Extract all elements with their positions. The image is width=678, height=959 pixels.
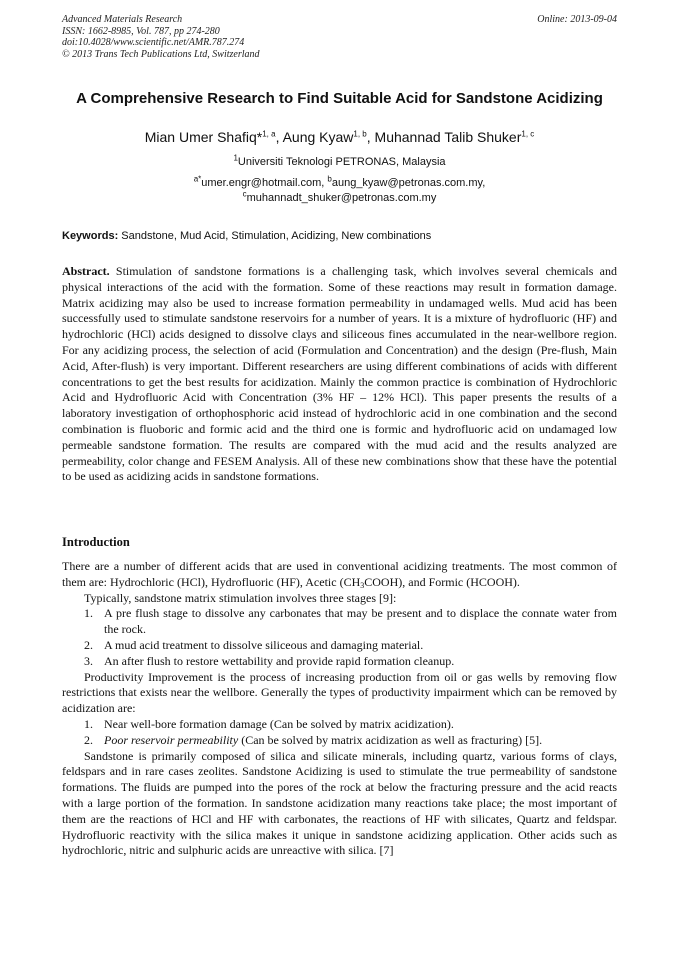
section-heading: Introduction	[62, 535, 130, 549]
copyright-line: © 2013 Trans Tech Publications Ltd, Switzerland	[62, 48, 260, 60]
list-item	[62, 717, 617, 733]
list-text: A mud acid treatment to dissolve siliceous and damaging material.	[104, 637, 424, 652]
affiliation-mark: 1	[233, 153, 238, 163]
intro-paragraph-1	[62, 559, 617, 591]
introduction-body	[62, 559, 617, 859]
abstract-label: Abstract.	[62, 264, 110, 278]
online-date: Online: 2013-09-04	[537, 14, 617, 25]
email-c[interactable]: muhannadt_shuker@petronas.com.my	[246, 192, 437, 204]
author-separator: ,	[366, 129, 375, 145]
list-number: 2.	[84, 732, 93, 747]
list-number: 1.	[84, 716, 93, 731]
email-line-1	[62, 176, 617, 191]
list-text-italic: Poor reservoir permeability	[104, 732, 239, 747]
subscript: 3	[360, 580, 365, 590]
intro-paragraph-2: Typically, sandstone matrix stimulation involves three stages [9]:	[84, 590, 397, 605]
journal-name: Advanced Materials Research	[62, 14, 183, 25]
affiliation	[62, 155, 617, 170]
author-affiliation-mark: 1, c	[521, 129, 535, 139]
paper-title: A Comprehensive Research to Find Suitable Acid for Sandstone Acidizing	[76, 90, 603, 107]
email-mark: a*	[193, 174, 202, 184]
keywords-label: Keywords:	[62, 230, 119, 242]
list-text: A pre flush stage to dissolve any carbonates that may be present and to displace the connate water from the rock.	[104, 606, 617, 637]
intro-text: There are a number of different acids that are used in conventional acidizing treatments. The most common of them are: Hydrochloric (HCl), Hydrofluoric (HF), Acetic (CH	[62, 559, 617, 589]
list-item	[62, 606, 617, 638]
author-name: Mian Umer Shafiq*	[144, 129, 263, 145]
intro-text: COOH), and Formic (HCOOH).	[364, 574, 520, 589]
list-item	[62, 654, 617, 670]
list-item	[62, 638, 617, 654]
list-number: 3.	[84, 653, 93, 668]
list-number: 1.	[84, 606, 93, 621]
list-text: An after flush to restore wettability and provide rapid formation cleanup.	[104, 653, 455, 668]
abstract	[62, 264, 617, 485]
email-b[interactable]: aung_kyaw@petronas.com.my,	[331, 177, 486, 189]
doi-line[interactable]: doi:10.4028/www.scientific.net/AMR.787.274	[62, 37, 245, 48]
intro-paragraph-4: Sandstone is primarily composed of silica and silicate minerals, including quartz, various forms of clays, feldspars and in rare cases zeolites. Sandstone Acidizing is used to stimulate the true permeability of sandstone formations. The fluids are pumped into the pores of the rock at below the fracturing pressure and the acid reacts with a large portion of the formation. In sandstone acidization many reactions take place; the most important of them are the reactions of HCl and HF with carbonates, the reactions of HF with silicates, Quartz and feldspar. Hydrofluoric reactivity with the silica makes it unique in sandstone acidizing application. Other acids such as hydrochloric, nitric and sulphuric acids are unreactive with silica. [7]	[62, 748, 617, 858]
email-mark: b	[327, 174, 332, 184]
list-number: 2.	[84, 637, 93, 652]
list-item	[62, 733, 617, 749]
author-affiliation-mark: 1, a	[262, 129, 276, 139]
author-list	[62, 128, 617, 146]
author-separator: ,	[275, 129, 283, 145]
email-a[interactable]: umer.engr@hotmail.com,	[201, 177, 328, 189]
list-text: Near well-bore formation damage (Can be solved by matrix acidization).	[104, 716, 454, 731]
email-mark: c	[242, 189, 247, 199]
list-text: (Can be solved by matrix acidization as well as fracturing) [5].	[238, 732, 543, 747]
intro-paragraph-3: Productivity Improvement is the process of increasing production from oil or gas wells by removing flow restrictions that exists near the wellbore. Generally the types of productivity impairment which can be removed by acidization are:	[62, 669, 617, 716]
keywords	[62, 229, 617, 243]
affiliation-text: Universiti Teknologi PETRONAS, Malaysia	[237, 156, 446, 168]
keywords-text: Sandstone, Mud Acid, Stimulation, Acidizing, New combinations	[118, 230, 432, 242]
author-affiliation-mark: 1, b	[353, 129, 367, 139]
author-name: Muhannad Talib Shuker	[374, 129, 522, 145]
email-line-2	[62, 191, 617, 206]
issn-line: ISSN: 1662-8985, Vol. 787, pp 274-280	[62, 25, 220, 37]
journal-header	[62, 14, 617, 60]
abstract-text: Stimulation of sandstone formations is a challenging task, which involves several chemicals and physical interactions of the acid with the formation. Some of these reactions may result in formation damage. Matrix acidizing may also be used to increase formation permeability in undamaged wells. Mud acid has been successfully used to stimulate sandstone reservoirs for a number of years. It is a mixture of hydrofluoric (HF) and hydrochloric (HCl) acids designed to dissolve clays and siliceous fines accumulated in the near-wellbore region. For any acidizing process, the selection of acid (Formulation and Concentration) and the design (Pre-flush, Main Acid, After-flush) is very important. Different researchers are using different combinations of acids with different concentrations to get the best results for acidization. Mainly the common practice is combination of Hydrochloric Acid and Hydrofluoric Acid with Concentration (3% HF – 12% HCl). This paper presents the results of a laboratory investigation of orthophosphoric acid instead of hydrochloric acid in one combination and the second combination is fluoboric and formic acid and the third one is formic and hydrofluoric acid on undamaged low permeable sandstone formation. The results are compared with the mud acid and the results analyzed are permeability, color change and FESEM Analysis. All of these new combinations show that these have the potential to be used as acidizing acids in sandstone formations.	[62, 264, 617, 484]
author-name: Aung Kyaw	[282, 129, 354, 145]
